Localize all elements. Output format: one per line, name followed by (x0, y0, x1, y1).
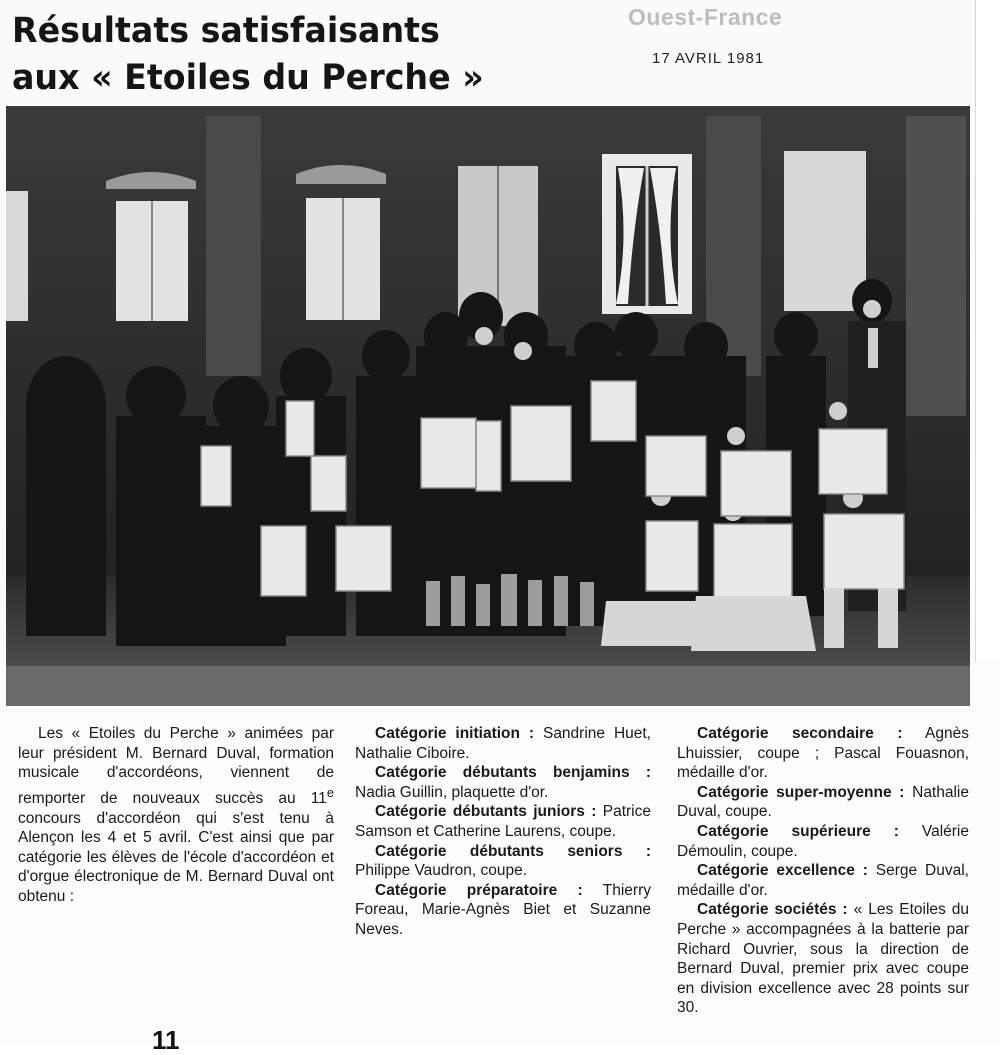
stone-pillar (206, 116, 261, 376)
newspaper-source: Ouest-France (628, 4, 783, 30)
result-entry: Catégorie excellence : Serge Duval, médaille d'or. (677, 862, 969, 899)
result-entry: Catégorie super-moyenne : Nathalie Duval, coupe. (677, 783, 969, 821)
next-article-fragment: 11 (152, 1025, 180, 1055)
result-entry: Catégorie débutants seniors : Philippe Vaudron, coupe. (355, 842, 651, 880)
publication-date: 17 AVRIL 1981 (652, 50, 765, 67)
headline (12, 8, 601, 102)
result-entry: Catégorie débutants benjamins : Nadia Guillin, plaquette d'or. (355, 764, 651, 801)
result-entry: Catégorie sociétés : « Les Etoiles du Perche » accompagnées à la batterie par Richard Ouvrier, sous la direction de Bernard Duval, premier prix avec coupe en division excellence avec 28 points sur 30. (677, 901, 969, 1017)
ground (6, 666, 970, 706)
headline-line-2: aux « Etoiles du Perche » (12, 58, 484, 98)
intro-paragraph: Les « Etoiles du Perche » animées par leur président M. Bernard Duval, formation musicale d'accordéons, viennent de remporter de nouveaux succès au 11e concours d'accordéon qui s'est tenu à Alençon les 4 et 5 avril. C'est ainsi que par catégorie les élèves de l'école d'accordéon et d'orgue électronique de M. Bernard Duval ont obtenu : (18, 725, 334, 905)
headline-line-1: Résultats satisfaisants (12, 11, 440, 51)
text-column-2 (355, 724, 651, 940)
superscript: e (326, 784, 334, 800)
result-entry: Catégorie initiation : Sandrine Huet, Nathalie Ciboire. (355, 725, 651, 762)
stone-pillar (906, 116, 966, 416)
result-entry: Catégorie débutants juniors : Patrice Samson et Catherine Laurens, coupe. (355, 803, 651, 840)
group-photo (6, 106, 970, 706)
result-entry: Catégorie supérieure : Valérie Démoulin, coupe. (677, 822, 969, 860)
text-column-1 (18, 724, 334, 907)
result-entry: Catégorie préparatoire : Thierry Foreau, Marie-Agnès Biet et Suzanne Neves. (355, 881, 651, 938)
result-entry: Catégorie secondaire : Agnès Lhuissier, coupe ; Pascal Fouasnon, médaille d'or. (677, 725, 969, 782)
photo-illustration (6, 106, 970, 706)
text-column-3 (677, 724, 969, 1018)
